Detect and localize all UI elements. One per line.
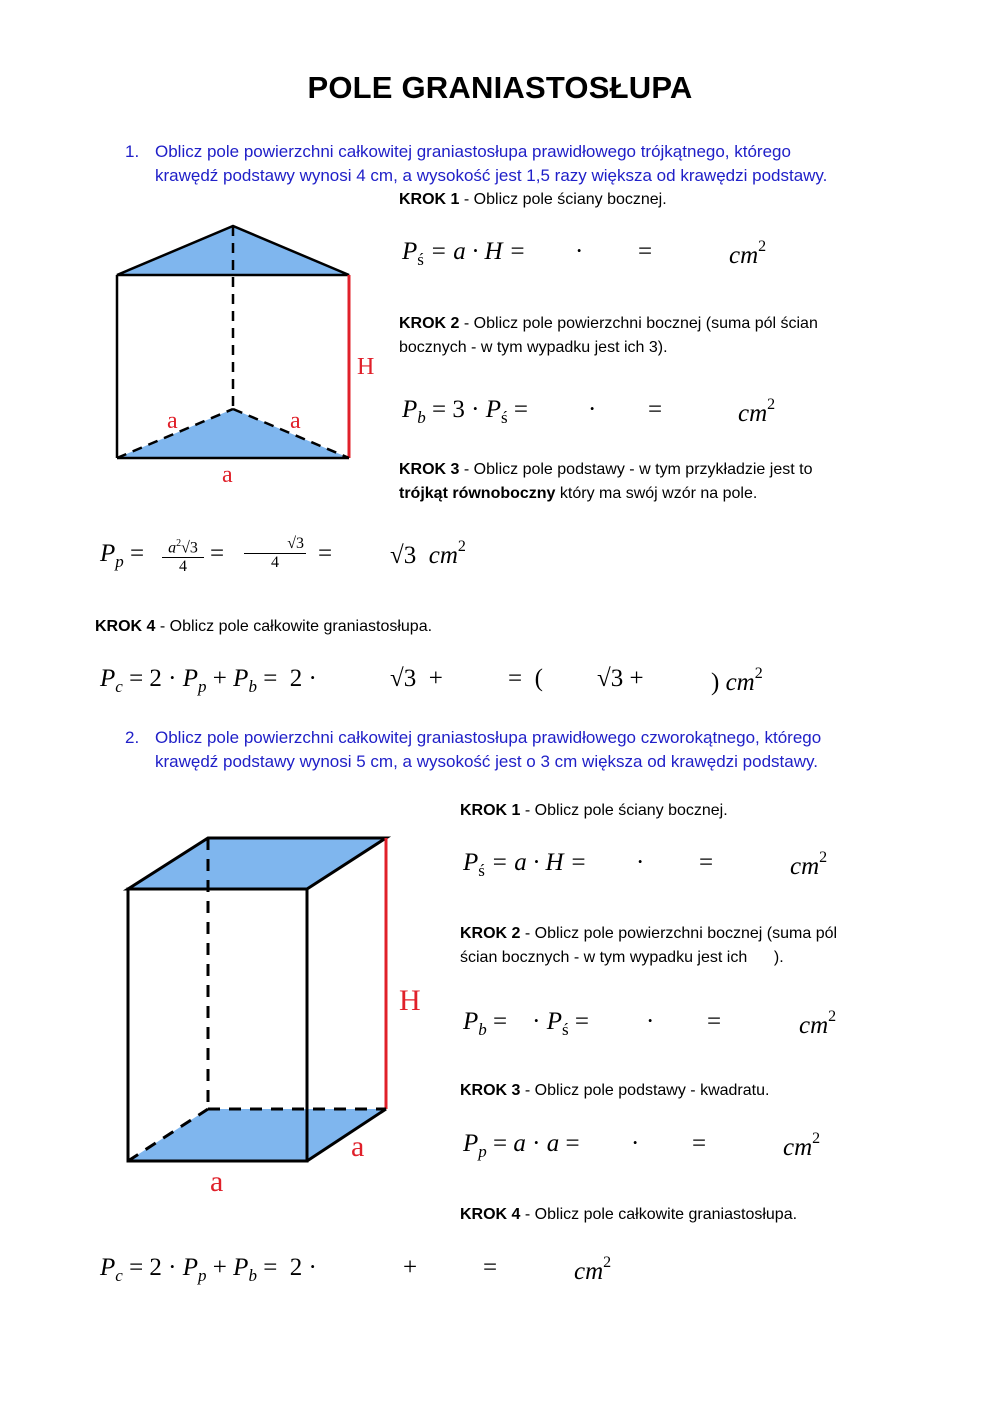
task-2-formula-lateral-area: $P_b$ = · $P_ś$ = [463,1008,589,1039]
task-1-statement [125,140,925,190]
dot-operator: · [588,396,597,423]
equals-sign: = [692,1130,707,1157]
equals-sign: = [318,540,333,567]
task-1-number: 1. [125,142,140,161]
task-2-formula-total-area: $P_c = 2 \cdot P_p + P_b = 2$ · [100,1254,317,1285]
label-H: H [399,984,421,1017]
plus-sign: + [403,1254,418,1281]
square-prism-figure [115,825,445,1200]
task-2-line-1: Oblicz pole powierzchni całkowitej graniastosłupa prawidłowego czworokątnego, którego [155,728,822,747]
dot-operator: · [631,1130,640,1157]
label-H: H [357,354,375,380]
equals-sign: = [699,849,714,876]
step-text-line-2: który ma swój wzór na pole. [555,485,758,502]
equals-sign: = [638,238,653,265]
equals-sign: = [483,1254,498,1281]
equals-sign: = [648,396,663,423]
step-text-line-2: bocznych - w tym wypadku jest ich 3). [399,339,668,356]
sqrt3-plus: √3 + [390,665,443,692]
step-text: - Oblicz pole podstawy - kwadratu. [520,1082,770,1099]
step-label: KROK 2 [399,315,460,332]
unit-cm2: $cm^2$ [729,238,767,269]
task-2-step-4 [460,1203,797,1227]
task-1-line-2: krawędź podstawy wynosi 4 cm, a wysokość jest 1,5 razy większa od krawędzi podstawy. [155,166,828,185]
step-text: - Oblicz pole podstawy - w tym przykładzie jest to [459,461,813,478]
step-text-line-2: ścian bocznych - w tym wypadku jest ich ). [460,949,784,966]
task-2-step-1 [460,799,728,823]
task-2-formula-base-area: $P_p = a \cdot a$ = [463,1130,580,1161]
sqrt3-plus: √3 + [597,665,644,692]
task-2-line-2: krawędź podstawy wynosi 5 cm, a wysokość jest o 3 cm większa od krawędzi podstawy. [155,752,818,771]
step-text: - Oblicz pole ściany bocznej. [459,191,667,208]
label-a-right: a [351,1130,365,1163]
task-1-formula-total-area: $P_c = 2 \cdot P_p + P_b = 2$ · [100,665,317,696]
label-a-bottom: a [222,462,233,488]
step-text: - Oblicz pole ściany bocznej. [520,802,728,819]
step-label: KROK 2 [460,925,521,942]
label-a-left: a [167,408,178,434]
task-1-formula-side-area: $P_ś = a \cdot H$ = [402,238,526,269]
step-text: - Oblicz pole całkowite graniastosłupa. [155,618,433,635]
fraction-blank-sqrt3-over-4: $\frac{√3}{4}$ [244,534,306,572]
close-paren-unit: ) $cm^2$ [711,665,763,696]
fraction-a2-sqrt3-over-4: $\frac{a^2√3}{4}$ [162,534,204,576]
equals-open-paren: = ( [508,665,543,692]
dot-operator: · [646,1008,655,1035]
label-a-right: a [290,408,301,434]
unit-cm2: $cm^2$ [738,396,776,427]
task-2-step-3 [460,1079,769,1103]
step-bold-text: trójkąt równoboczny [399,485,556,502]
step-label: KROK 4 [95,618,156,635]
label-a-bottom: a [210,1165,224,1198]
dot-operator: · [636,849,645,876]
dot-operator: · [575,238,584,265]
step-text: - Oblicz pole powierzchni bocznej (suma pól ścian [459,315,818,332]
step-label: KROK 1 [460,802,521,819]
task-1-step-1 [399,188,667,212]
unit-cm2: $cm^2$ [790,849,828,880]
unit-cm2: $cm^2$ [799,1008,837,1039]
task-1-step-2 [399,312,919,360]
unit-cm2: $cm^2$ [783,1130,821,1161]
step-label: KROK 3 [399,461,460,478]
step-label: KROK 3 [460,1082,521,1099]
step-text: - Oblicz pole całkowite graniastosłupa. [520,1206,798,1223]
task-1-step-4 [95,615,432,639]
task-2-formula-side-area: $P_ś = a \cdot H$ = [463,849,587,880]
triangular-prism-figure [100,215,390,490]
task-1-step-3 [399,458,919,506]
step-label: KROK 1 [399,191,460,208]
unit-cm2: $cm^2$ [574,1254,612,1285]
task-1-formula-base-area: $P_p$ = [100,540,145,571]
step-label: KROK 4 [460,1206,521,1223]
sqrt3-cm2: √3 $cm^2$ [390,538,466,569]
task-1-line-1: Oblicz pole powierzchni całkowitej graniastosłupa prawidłowego trójkątnego, którego [155,142,791,161]
equals-sign: = [707,1008,722,1035]
task-2-statement [125,726,925,776]
task-1-formula-lateral-area: $P_b = 3 \cdot P_ś$ = [402,396,528,427]
task-2-step-2 [460,922,920,970]
step-text: - Oblicz pole powierzchni bocznej (suma pól [520,925,838,942]
top-base-square [128,838,386,889]
task-2-number: 2. [125,728,140,747]
equals-sign: = [210,540,225,567]
bottom-base-triangle [117,409,349,458]
page-title: POLE GRANIASTOSŁUPA [307,70,693,105]
